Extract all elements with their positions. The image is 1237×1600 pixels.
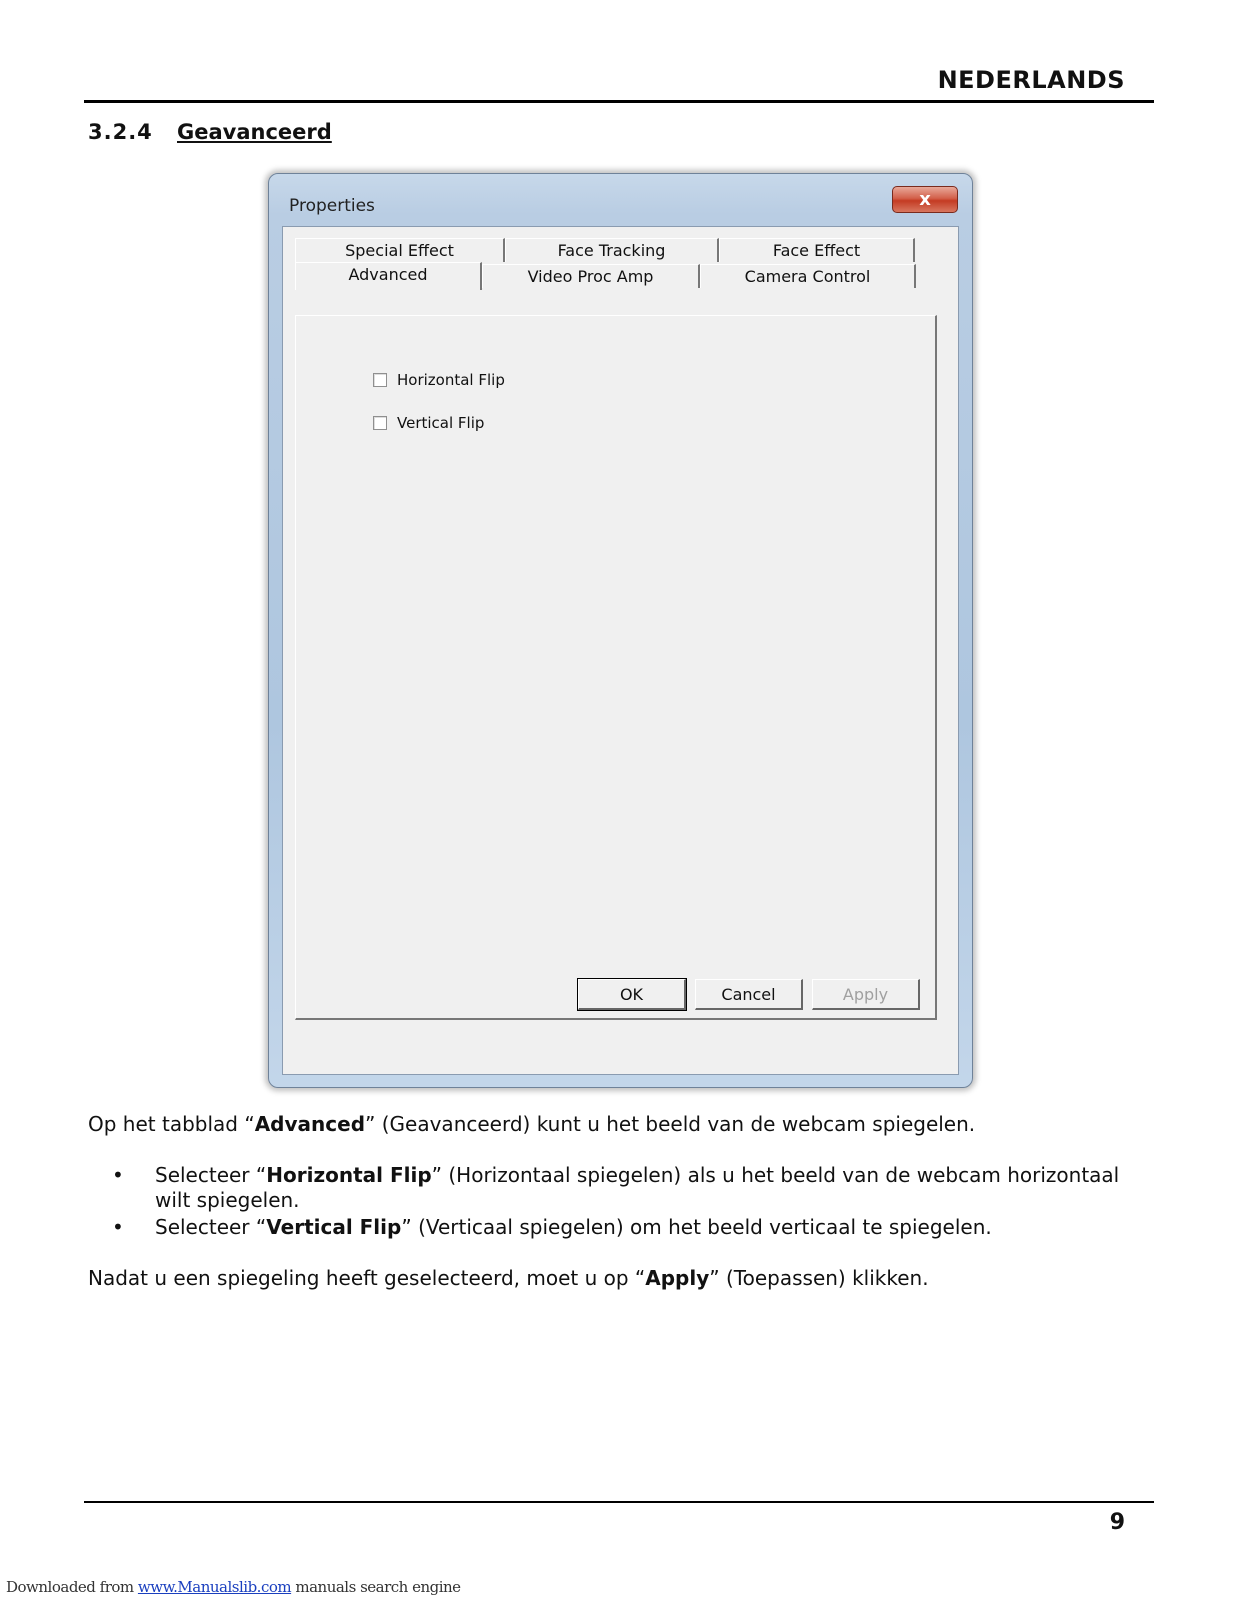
outro-text-bold: Apply <box>645 1266 710 1290</box>
section-title: Geavanceerd <box>177 120 332 144</box>
window-title: Properties <box>289 196 375 216</box>
close-icon: x <box>919 189 931 210</box>
cancel-button[interactable]: Cancel <box>695 979 803 1010</box>
header-rule <box>84 100 1154 103</box>
bullet-1-post: ” (Horizontaal spiegelen) als u het beeld van de webcam horizontaal wilt spiegelen. <box>155 1163 1120 1212</box>
horizontal-flip-label: Horizontal Flip <box>397 371 505 389</box>
bullet-2-post: ” (Verticaal spiegelen) om het beeld verticaal te spiegelen. <box>401 1215 992 1239</box>
vertical-flip-checkbox[interactable] <box>373 416 387 430</box>
tab-face-tracking[interactable]: Face Tracking <box>505 238 719 262</box>
bullet-marker: • <box>112 1163 124 1187</box>
bullet-1-pre: Selecteer “ <box>155 1163 267 1187</box>
page-language-header: NEDERLANDS <box>937 66 1125 94</box>
intro-text-pre: Op het tabblad “ <box>88 1112 255 1136</box>
bullet-1-bold: Horizontal Flip <box>266 1163 432 1187</box>
intro-paragraph <box>88 1112 975 1137</box>
page-number: 9 <box>1109 1510 1125 1535</box>
vertical-flip-row[interactable] <box>373 414 484 432</box>
vertical-flip-label: Vertical Flip <box>397 414 485 432</box>
close-button[interactable] <box>892 186 958 213</box>
bullet-item-horizontal <box>155 1163 1145 1213</box>
horizontal-flip-checkbox[interactable] <box>373 373 387 387</box>
tab-special-effect[interactable]: Special Effect <box>295 238 505 262</box>
bullet-marker: • <box>112 1215 124 1239</box>
outro-paragraph <box>88 1266 929 1291</box>
footer-rule <box>84 1501 1154 1503</box>
download-footer <box>6 1578 461 1596</box>
section-number: 3.2.4 <box>88 120 153 144</box>
horizontal-flip-row[interactable] <box>373 371 505 389</box>
window-client-area <box>282 226 959 1075</box>
bullet-item-vertical <box>155 1215 1145 1240</box>
intro-text-post: ” (Geavanceerd) kunt u het beeld van de webcam spiegelen. <box>365 1112 976 1136</box>
footer-prefix: Downloaded from <box>6 1578 138 1596</box>
properties-window <box>268 173 973 1088</box>
manualslib-link[interactable]: www.Manualslib.com <box>137 1578 292 1596</box>
tab-camera-control[interactable]: Camera Control <box>700 264 916 288</box>
bullet-2-bold: Vertical Flip <box>266 1215 402 1239</box>
tab-video-proc-amp[interactable]: Video Proc Amp <box>482 264 700 288</box>
intro-text-bold: Advanced <box>254 1112 366 1136</box>
footer-suffix: manuals search engine <box>291 1578 461 1596</box>
tab-face-effect[interactable]: Face Effect <box>719 238 915 262</box>
outro-text-pre: Nadat u een spiegeling heeft geselecteerd, moet u op “ <box>88 1266 646 1290</box>
apply-button[interactable]: Apply <box>812 979 920 1010</box>
outro-text-post: ” (Toepassen) klikken. <box>709 1266 929 1290</box>
advanced-tab-panel <box>295 315 937 1020</box>
bullet-2-pre: Selecteer “ <box>155 1215 267 1239</box>
tab-advanced[interactable]: Advanced <box>295 262 482 290</box>
ok-button[interactable]: OK <box>578 979 686 1010</box>
